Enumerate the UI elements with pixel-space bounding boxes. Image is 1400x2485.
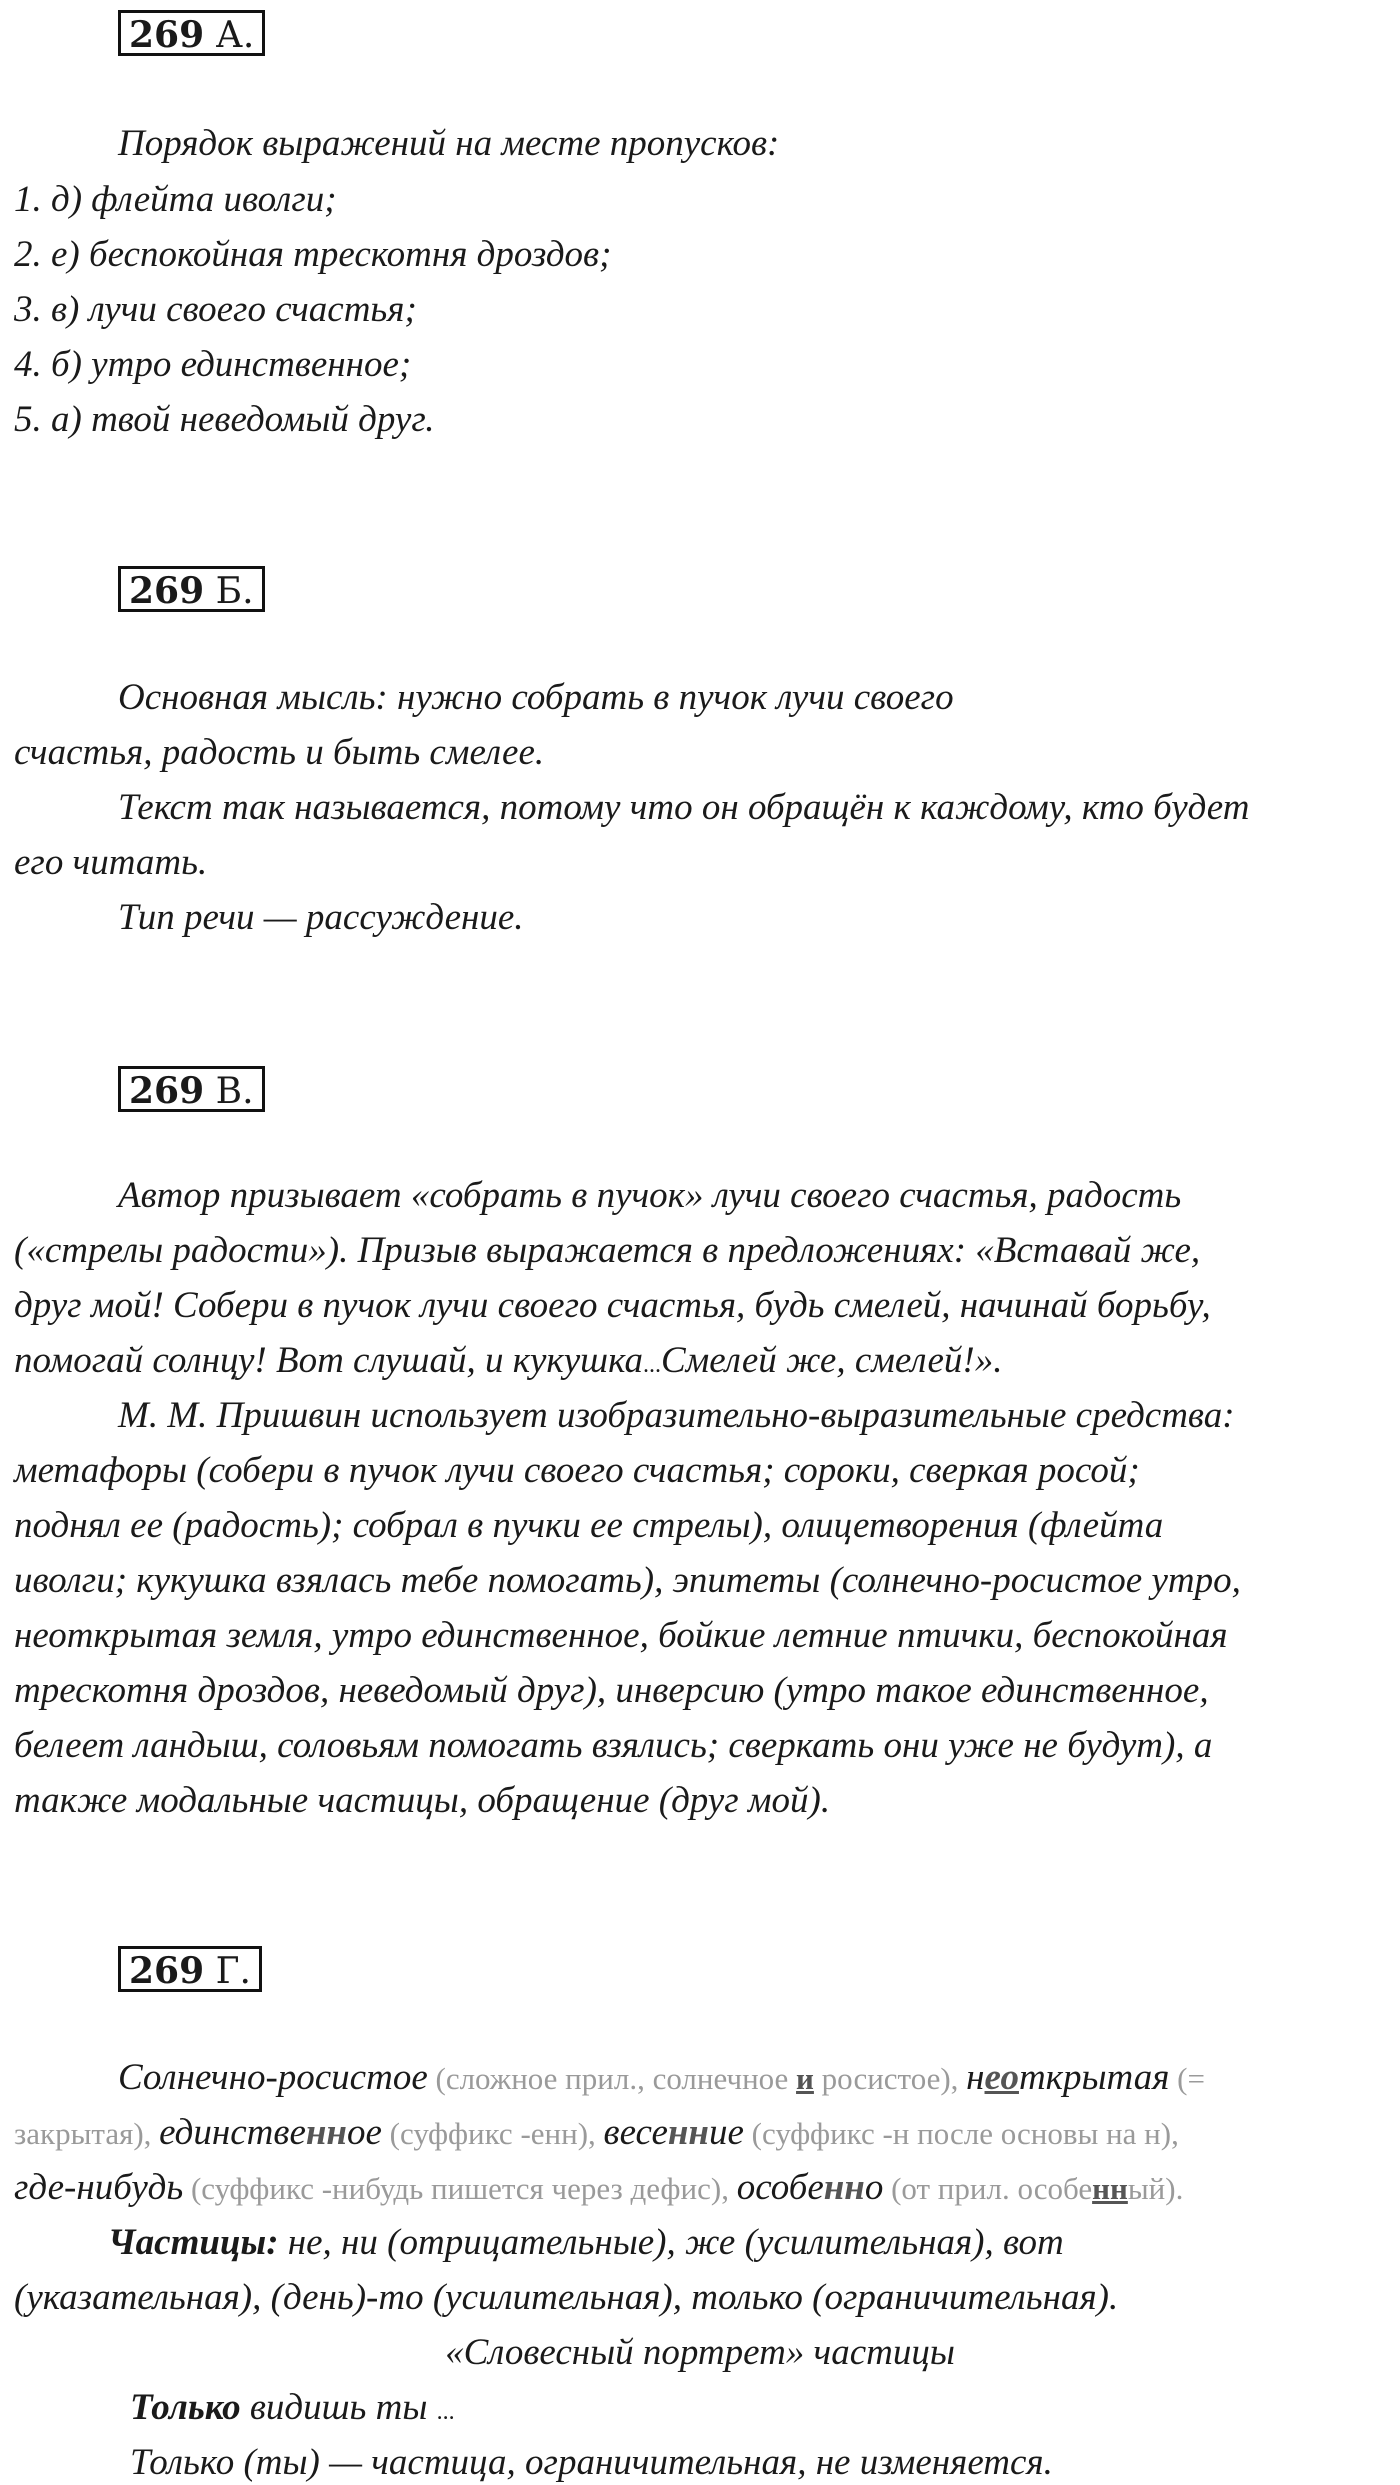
- word: где-нибудь: [14, 2167, 184, 2208]
- paragraph-line: трескотня дроздов, неведомый друг), инверсию (утро такое единственное,: [14, 1670, 1209, 1711]
- word: н: [966, 2057, 985, 2098]
- exercise-number-d: [118, 1946, 262, 1992]
- paragraph-line: Автор призывает «собрать в пучок» лучи своего счастья, радость: [118, 1175, 1182, 1216]
- example-text: видишь ты: [240, 2387, 437, 2428]
- list-item: 4. б) утро единственное;: [14, 344, 412, 385]
- ellipsis: ...: [436, 2399, 455, 2425]
- highlight: и: [796, 2061, 814, 2096]
- exercise-number: 269: [129, 570, 205, 612]
- list-item: 3. в) лучи своего счастья;: [14, 289, 417, 330]
- list-item: 1. д) флейта иволги;: [14, 179, 337, 220]
- example-line: [130, 2386, 1386, 2434]
- section-a-intro: Порядок выражений на месте пропусков:: [118, 123, 780, 164]
- paragraph-line: Текст так называется, потому что он обращён к каждому, кто будет: [118, 787, 1250, 828]
- word: весе: [603, 2112, 668, 2153]
- paragraph-line: поднял ее (радость); собрал в пучки ее стрелы), олицетворения (флейта: [14, 1505, 1164, 1546]
- comment: (=: [1169, 2061, 1205, 2096]
- exercise-letter: А.: [215, 15, 255, 56]
- word: особе: [736, 2167, 824, 2208]
- exercise-number: 269: [129, 14, 205, 56]
- quote-text: помогай солнцу! Вот слушай, и кукушка: [14, 1340, 643, 1381]
- paragraph-line: счастья, радость и быть смелее.: [14, 732, 545, 773]
- comment: (суффикс -н после основы на н),: [743, 2116, 1179, 2151]
- paragraph-line: белеет ландыш, соловьям помогать взялись; сверкать они уже не будут), а: [14, 1725, 1213, 1766]
- exercise-letter: Г.: [215, 1951, 251, 1992]
- word: единстве: [159, 2112, 306, 2153]
- exercise-letter: В.: [215, 1071, 254, 1112]
- word: Солнечно-росистое: [118, 2057, 428, 2098]
- word-analysis-line: [14, 2111, 1386, 2156]
- exercise-number: 269: [129, 1070, 205, 1112]
- paragraph-line: также модальные частицы, обращение (друг мой).: [14, 1780, 831, 1821]
- comment: ый).: [1127, 2171, 1184, 2206]
- highlight: нн: [1092, 2171, 1128, 2206]
- paragraph-line: его читать.: [14, 842, 208, 883]
- comment: (суффикс -енн),: [381, 2116, 604, 2151]
- exercise-letter: Б.: [215, 571, 254, 612]
- paragraph-line: друг мой! Собери в пучок лучи своего счастья, будь смелей, начинай борьбу,: [14, 1285, 1211, 1326]
- paragraph-line: («стрелы радости»). Призыв выражается в предложениях: «Вставай же,: [14, 1230, 1201, 1271]
- comment: закрытая),: [14, 2116, 160, 2151]
- list-item: 5. а) твой неведомый друг.: [14, 399, 435, 440]
- paragraph-line: Тип речи — рассуждение.: [118, 897, 524, 938]
- highlight: нн: [823, 2167, 865, 2208]
- word: о: [864, 2167, 884, 2208]
- word: ткрытая: [1018, 2057, 1170, 2098]
- word: ие: [708, 2112, 744, 2153]
- exercise-number-b: [118, 566, 265, 612]
- list-item: 2. е) беспокойная трескотня дроздов;: [14, 234, 612, 275]
- paragraph-line: метафоры (собери в пучок лучи своего счастья; сороки, сверкая росой;: [14, 1450, 1140, 1491]
- paragraph-line: М. М. Пришвин использует изобразительно-выразительные средства:: [118, 1395, 1235, 1436]
- word-analysis-line: [118, 2056, 1386, 2101]
- ellipsis: ...: [642, 1352, 661, 1378]
- highlight: нн: [305, 2112, 347, 2153]
- comment: (сложное прил., солнечное: [427, 2061, 797, 2096]
- particles-line: [108, 2221, 1386, 2265]
- comment: росистое),: [813, 2061, 967, 2096]
- highlight-word: Только: [130, 2387, 241, 2428]
- exercise-number-c: [118, 1066, 265, 1112]
- particles-line: (указательная), (день)-то (усилительная), только (ограничительная).: [14, 2277, 1119, 2318]
- exercise-number-a: [118, 10, 265, 56]
- comment: (от прил. особе: [883, 2171, 1093, 2206]
- portrait-title: «Словесный портрет» частицы: [445, 2332, 955, 2373]
- comment: (суффикс -нибудь пишется через дефис),: [183, 2171, 737, 2206]
- word: ое: [346, 2112, 382, 2153]
- highlight: ео: [984, 2057, 1019, 2098]
- quote-text: Смелей же, смелей!».: [660, 1340, 1003, 1381]
- paragraph-line: [14, 1339, 1386, 1387]
- highlight: нн: [667, 2112, 709, 2153]
- paragraph-line: Основная мысль: нужно собрать в пучок лучи своего: [118, 677, 954, 718]
- final-line: Только (ты) — частица, ограничительная, не изменяется.: [130, 2442, 1053, 2483]
- paragraph-line: неоткрытая земля, утро единственное, бойкие летние птички, беспокойная: [14, 1615, 1228, 1656]
- paragraph-line: иволги; кукушка взялась тебе помогать), эпитеты (солнечно-росистое утро,: [14, 1560, 1241, 1601]
- particles-text: не, ни (отрицательные), же (усилительная), вот: [278, 2222, 1064, 2263]
- word-analysis-line: [14, 2166, 1386, 2211]
- particles-label: Частицы:: [108, 2222, 279, 2263]
- exercise-number: 269: [129, 1950, 205, 1992]
